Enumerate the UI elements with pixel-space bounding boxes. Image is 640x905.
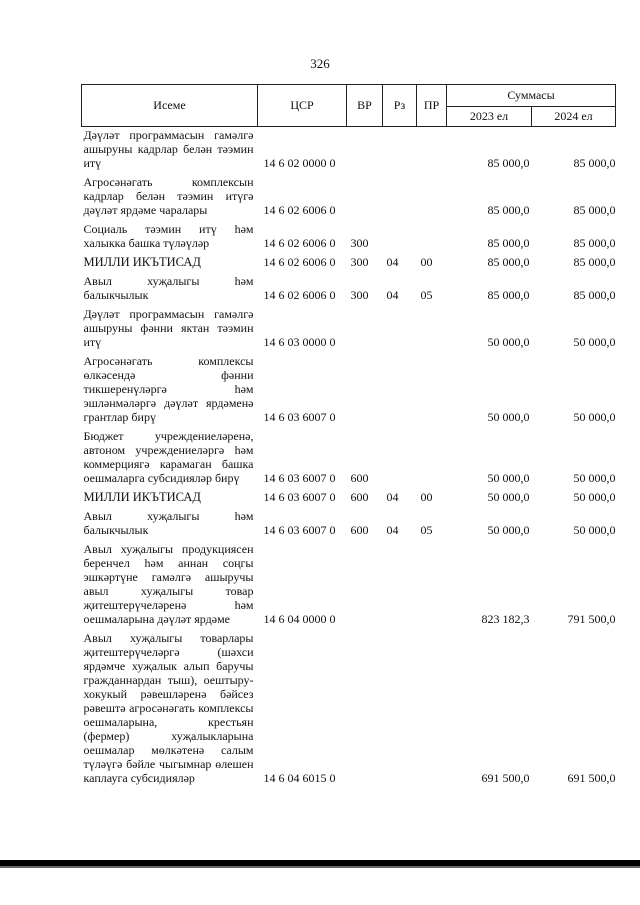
row-name: Авыл хуҗалыгы товарлары җитештерүчеләргә (шәхси ярдәмче хуҗалык алып баручы гражданнардан тыш), оештыру-хокукый рәвешләренә бәйсез рәвештә агросәнәгать комплексы оешмаларына, крестьян (фермер) хуҗалыкларына оешмалар мөлкәтенә салым түләүгә бәйле чыгымнар өлешен каплауга субсидияләр bbox=[83, 631, 254, 785]
row-sum-2023: 50 000,0 bbox=[487, 471, 530, 485]
row-csr: 14 6 03 6007 0 bbox=[263, 410, 336, 424]
row-rz bbox=[383, 306, 417, 353]
budget-table-container bbox=[81, 84, 615, 789]
row-rz: 04 bbox=[386, 523, 399, 537]
table-row bbox=[82, 174, 616, 221]
row-name: Авыл хуҗалыгы һәм балыкчылык bbox=[83, 509, 254, 537]
row-rz: 04 bbox=[386, 288, 399, 302]
row-sum-2024: 50 000,0 bbox=[573, 335, 616, 349]
row-sum-2023: 691 500,0 bbox=[481, 771, 530, 785]
row-vr bbox=[347, 306, 383, 353]
header-vr: ВР bbox=[347, 85, 383, 127]
row-csr: 14 6 02 0000 0 bbox=[263, 156, 336, 170]
table-body bbox=[82, 127, 616, 790]
row-pr bbox=[417, 428, 447, 489]
row-sum-2024: 85 000,0 bbox=[573, 203, 616, 217]
row-sum-2023: 85 000,0 bbox=[487, 288, 530, 302]
row-csr: 14 6 02 6006 0 bbox=[263, 255, 336, 269]
row-name: МИЛЛИ ИКЪТИСАД bbox=[83, 490, 201, 504]
table-row bbox=[82, 353, 616, 428]
table-row bbox=[82, 630, 616, 789]
row-rz bbox=[383, 127, 417, 175]
row-pr bbox=[417, 630, 447, 789]
row-sum-2023: 85 000,0 bbox=[487, 203, 530, 217]
table-row bbox=[82, 221, 616, 254]
row-sum-2024: 85 000,0 bbox=[573, 156, 616, 170]
row-name: Авыл хуҗалыгы һәм балыкчылык bbox=[83, 274, 254, 302]
row-sum-2024: 85 000,0 bbox=[573, 236, 616, 250]
row-vr: 300 bbox=[350, 236, 369, 250]
row-vr bbox=[347, 630, 383, 789]
row-rz bbox=[383, 541, 417, 630]
row-rz: 04 bbox=[386, 490, 399, 504]
row-csr: 14 6 03 6007 0 bbox=[263, 471, 336, 485]
row-name: Социаль тәэмин итү һәм халыкка башка түләүләр bbox=[83, 222, 254, 250]
scan-border-edge bbox=[0, 866, 640, 868]
row-vr bbox=[347, 353, 383, 428]
header-sums: Суммасы bbox=[447, 85, 616, 107]
row-vr: 600 bbox=[350, 523, 369, 537]
row-sum-2023: 85 000,0 bbox=[487, 255, 530, 269]
row-vr: 300 bbox=[350, 288, 369, 302]
row-name: Бюджет учреждениеләренә, автоном учреждениеләргә һәм коммерциягә карамаган башка оешмаларга субсидияләр бирү bbox=[83, 429, 254, 485]
table-row bbox=[82, 489, 616, 508]
row-vr bbox=[347, 541, 383, 630]
table-row bbox=[82, 508, 616, 541]
row-csr: 14 6 02 6006 0 bbox=[263, 203, 336, 217]
header-year-2024: 2024 ел bbox=[532, 107, 616, 127]
row-name: Авыл хуҗалыгы продукциясен беренчел һәм аннан соңгы эшкәртүне гамәлгә ашыручы авыл хуҗалыгы товар җитештерүчеләренә һәм оешмаларына дәүләт ярдәме bbox=[83, 542, 254, 626]
header-rz: Рз bbox=[383, 85, 417, 127]
row-pr bbox=[417, 353, 447, 428]
row-rz bbox=[383, 174, 417, 221]
row-csr: 14 6 02 6006 0 bbox=[263, 288, 336, 302]
row-sum-2024: 691 500,0 bbox=[567, 771, 616, 785]
row-sum-2024: 50 000,0 bbox=[573, 490, 616, 504]
table-header bbox=[82, 85, 616, 127]
row-vr: 600 bbox=[350, 490, 369, 504]
row-name: Дәүләт программасын гамәлгә ашыруны кадрлар белән тәэмин итү bbox=[83, 128, 254, 170]
row-csr: 14 6 03 6007 0 bbox=[263, 523, 336, 537]
row-name: Агросәнәгать комплексын кадрлар белән тәэмин итүгә дәүләт ярдәме чаралары bbox=[83, 175, 254, 217]
row-rz bbox=[383, 353, 417, 428]
row-name: Агросәнәгать комплексы өлкәсендә фәнни тикшеренүләргә һәм эшләнмәләргә дәүләт ярдәменә грантлар бирү bbox=[83, 354, 254, 424]
row-sum-2023: 85 000,0 bbox=[487, 236, 530, 250]
row-vr: 600 bbox=[350, 471, 369, 485]
row-pr bbox=[417, 306, 447, 353]
budget-table bbox=[81, 84, 616, 789]
row-pr: 00 bbox=[420, 490, 433, 504]
header-year-2023: 2023 ел bbox=[447, 107, 532, 127]
row-pr bbox=[417, 174, 447, 221]
header-csr: ЦСР bbox=[258, 85, 347, 127]
row-vr: 300 bbox=[350, 255, 369, 269]
row-pr bbox=[417, 127, 447, 175]
row-sum-2023: 823 182,3 bbox=[481, 612, 530, 626]
row-csr: 14 6 04 6015 0 bbox=[263, 771, 336, 785]
table-row bbox=[82, 127, 616, 175]
row-csr: 14 6 04 0000 0 bbox=[263, 612, 336, 626]
row-rz bbox=[383, 428, 417, 489]
row-sum-2023: 85 000,0 bbox=[487, 156, 530, 170]
row-csr: 14 6 03 0000 0 bbox=[263, 335, 336, 349]
row-pr: 05 bbox=[420, 288, 433, 302]
row-pr bbox=[417, 221, 447, 254]
row-rz bbox=[383, 221, 417, 254]
row-sum-2023: 50 000,0 bbox=[487, 410, 530, 424]
row-pr: 05 bbox=[420, 523, 433, 537]
table-row bbox=[82, 254, 616, 273]
row-sum-2024: 50 000,0 bbox=[573, 410, 616, 424]
row-rz bbox=[383, 630, 417, 789]
row-rz: 04 bbox=[386, 255, 399, 269]
row-sum-2023: 50 000,0 bbox=[487, 490, 530, 504]
row-vr bbox=[347, 174, 383, 221]
table-row bbox=[82, 273, 616, 306]
header-name: Исеме bbox=[82, 85, 258, 127]
table-row bbox=[82, 428, 616, 489]
row-sum-2024: 85 000,0 bbox=[573, 288, 616, 302]
row-vr bbox=[347, 127, 383, 175]
row-csr: 14 6 03 6007 0 bbox=[263, 490, 336, 504]
row-pr bbox=[417, 541, 447, 630]
header-pr: ПР bbox=[417, 85, 447, 127]
row-sum-2024: 791 500,0 bbox=[567, 612, 616, 626]
row-name: МИЛЛИ ИКЪТИСАД bbox=[83, 255, 201, 269]
row-sum-2023: 50 000,0 bbox=[487, 523, 530, 537]
row-sum-2024: 85 000,0 bbox=[573, 255, 616, 269]
table-row bbox=[82, 541, 616, 630]
row-name: Дәүләт программасын гамәлгә ашыруны фәнни яктан тәэмин итү bbox=[83, 307, 254, 349]
row-sum-2024: 50 000,0 bbox=[573, 471, 616, 485]
table-row bbox=[82, 306, 616, 353]
row-sum-2024: 50 000,0 bbox=[573, 523, 616, 537]
row-pr: 00 bbox=[420, 255, 433, 269]
page-number: 326 bbox=[310, 56, 330, 71]
row-csr: 14 6 02 6006 0 bbox=[263, 236, 336, 250]
row-sum-2023: 50 000,0 bbox=[487, 335, 530, 349]
